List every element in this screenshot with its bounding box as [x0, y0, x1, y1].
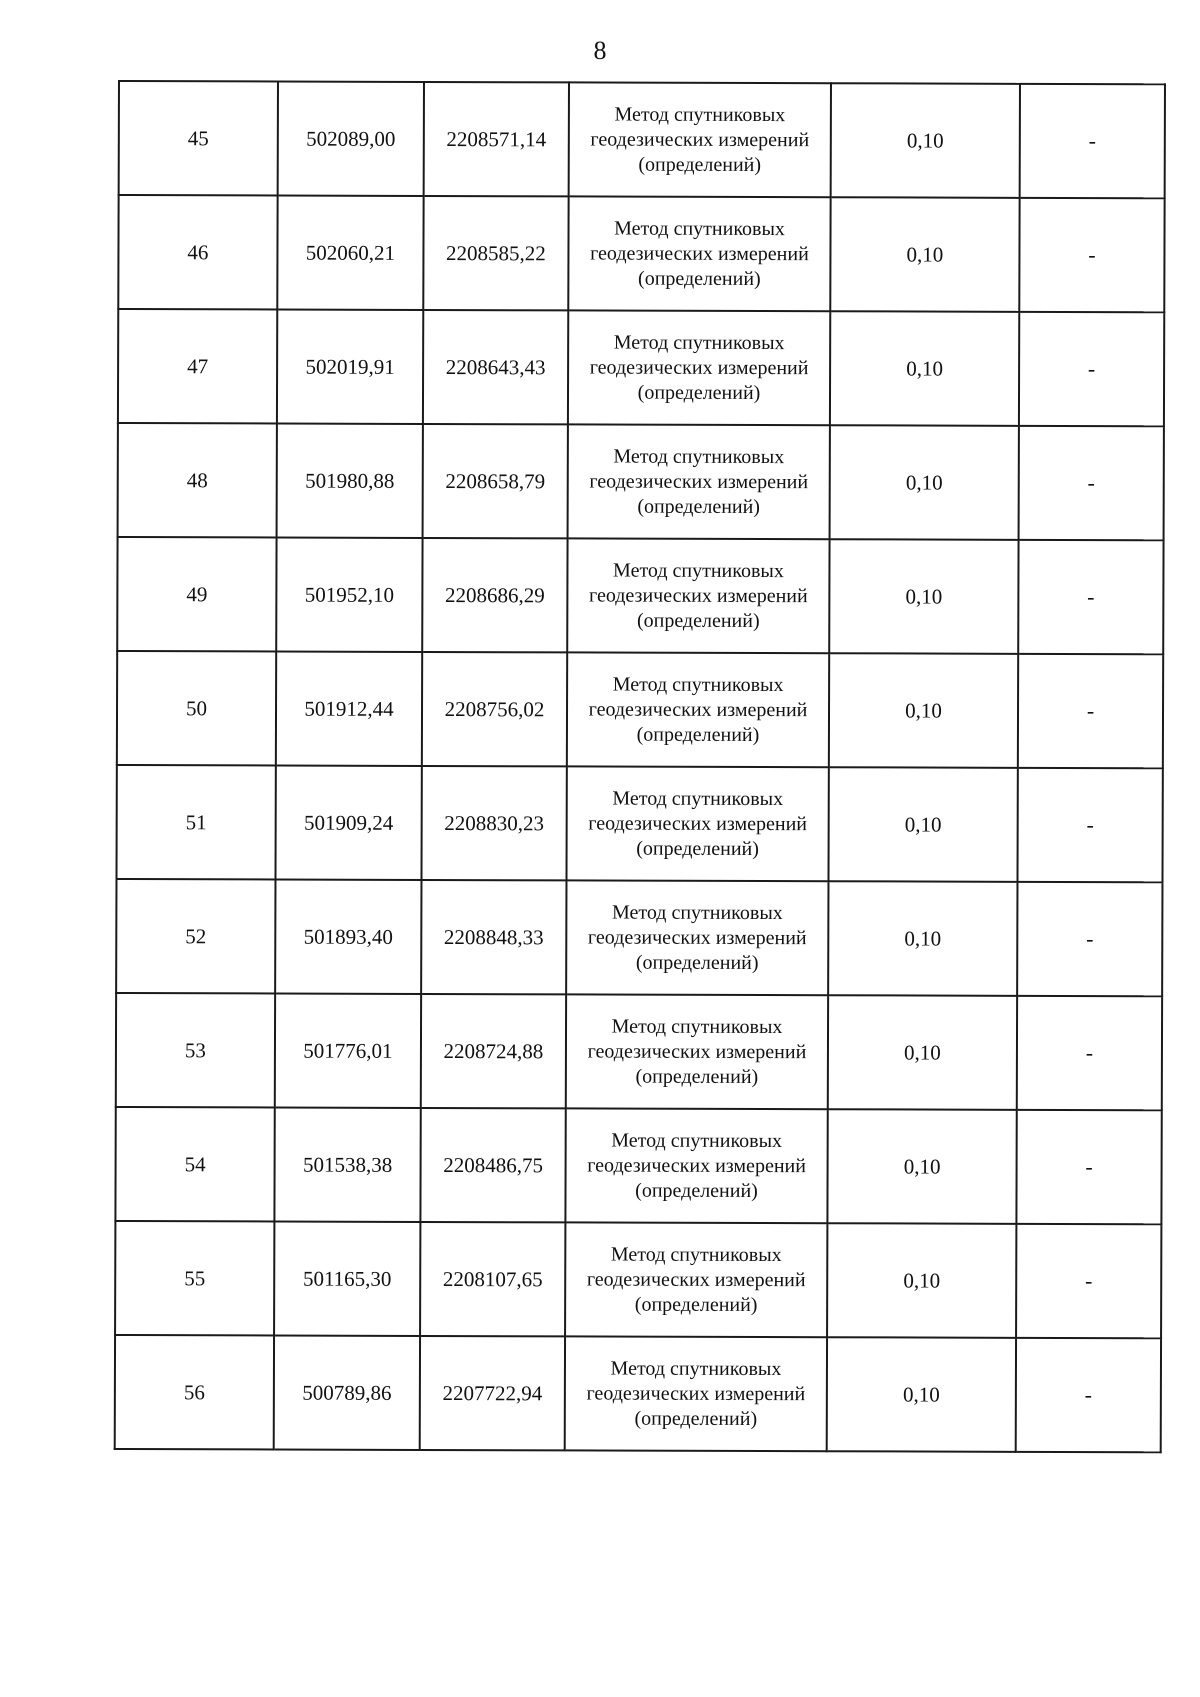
- note-cell: -: [1017, 996, 1162, 1110]
- x-coordinate-cell: 501980,88: [277, 424, 423, 538]
- method-cell: Метод спутниковых геодезических измерений (определений): [568, 424, 830, 539]
- accuracy-cell: 0,10: [828, 995, 1017, 1110]
- y-coordinate-cell: 2208107,65: [420, 1222, 565, 1336]
- method-cell: Метод спутниковых геодезических измерений (определений): [567, 652, 829, 767]
- method-cell: Метод спутниковых геодезических измерений (определений): [566, 994, 828, 1109]
- y-coordinate-cell: 2208585,22: [423, 196, 568, 310]
- accuracy-cell: 0,10: [827, 1223, 1016, 1338]
- point-number-cell: 49: [117, 537, 276, 651]
- accuracy-cell: 0,10: [831, 83, 1020, 198]
- x-coordinate-cell: 501538,38: [274, 1107, 420, 1221]
- method-cell: Метод спутниковых геодезических измерений (определений): [568, 310, 830, 425]
- method-cell: Метод спутниковых геодезических измерений (определений): [565, 1108, 827, 1223]
- note-cell: -: [1016, 1110, 1161, 1224]
- x-coordinate-cell: 502089,00: [278, 82, 424, 196]
- x-coordinate-cell: 501952,10: [276, 538, 422, 652]
- accuracy-cell: 0,10: [829, 539, 1018, 654]
- note-cell: -: [1019, 426, 1164, 540]
- table-body: [115, 81, 1165, 1452]
- accuracy-cell: 0,10: [827, 1109, 1016, 1224]
- accuracy-cell: 0,10: [829, 653, 1018, 768]
- table-row: [118, 423, 1164, 540]
- accuracy-cell: 0,10: [830, 197, 1019, 312]
- coordinates-table-wrapper: [114, 80, 1166, 1453]
- accuracy-cell: 0,10: [830, 425, 1019, 540]
- y-coordinate-cell: 2208756,02: [422, 652, 567, 766]
- method-cell: Метод спутниковых геодезических измерений (определений): [566, 880, 828, 995]
- table-row: [117, 537, 1163, 654]
- coordinates-table: [114, 80, 1166, 1453]
- x-coordinate-cell: 502060,21: [277, 196, 423, 310]
- table-row: [118, 195, 1164, 312]
- note-cell: -: [1016, 1224, 1161, 1338]
- table-row: [116, 993, 1162, 1110]
- table-row: [118, 309, 1164, 426]
- point-number-cell: 56: [115, 1335, 274, 1449]
- y-coordinate-cell: 2208686,29: [422, 538, 567, 652]
- table-row: [115, 1335, 1161, 1452]
- y-coordinate-cell: 2208848,33: [421, 880, 566, 994]
- note-cell: -: [1017, 882, 1162, 996]
- accuracy-cell: 0,10: [828, 881, 1017, 996]
- point-number-cell: 48: [118, 423, 277, 537]
- x-coordinate-cell: 501909,24: [275, 765, 421, 879]
- y-coordinate-cell: 2208571,14: [424, 82, 569, 196]
- point-number-cell: 50: [117, 651, 276, 765]
- x-coordinate-cell: 501912,44: [276, 651, 422, 765]
- x-coordinate-cell: 501893,40: [275, 879, 421, 993]
- y-coordinate-cell: 2208830,23: [421, 766, 566, 880]
- point-number-cell: 45: [119, 81, 278, 195]
- method-cell: Метод спутниковых геодезических измерений (определений): [565, 1336, 827, 1451]
- y-coordinate-cell: 2208486,75: [420, 1108, 565, 1222]
- page-number: 8: [593, 36, 607, 65]
- x-coordinate-cell: 501776,01: [275, 993, 421, 1107]
- point-number-cell: 46: [118, 195, 277, 309]
- note-cell: -: [1019, 312, 1164, 426]
- method-cell: Метод спутниковых геодезических измерений (определений): [568, 196, 830, 311]
- method-cell: Метод спутниковых геодезических измерений (определений): [569, 82, 831, 197]
- method-cell: Метод спутниковых геодезических измерений (определений): [565, 1222, 827, 1337]
- table-row: [115, 1221, 1161, 1338]
- table-row: [117, 651, 1163, 768]
- x-coordinate-cell: 502019,91: [277, 310, 423, 424]
- point-number-cell: 54: [115, 1107, 274, 1221]
- method-cell: Метод спутниковых геодезических измерений (определений): [567, 538, 829, 653]
- x-coordinate-cell: 500789,86: [274, 1335, 420, 1449]
- accuracy-cell: 0,10: [827, 1337, 1016, 1452]
- y-coordinate-cell: 2208724,88: [421, 994, 566, 1108]
- y-coordinate-cell: 2208658,79: [423, 424, 568, 538]
- point-number-cell: 52: [116, 879, 275, 993]
- table-row: [119, 81, 1165, 198]
- note-cell: -: [1018, 654, 1163, 768]
- point-number-cell: 51: [116, 765, 275, 879]
- y-coordinate-cell: 2207722,94: [420, 1336, 565, 1450]
- note-cell: -: [1018, 540, 1163, 654]
- note-cell: -: [1019, 198, 1164, 312]
- table-row: [116, 879, 1162, 996]
- y-coordinate-cell: 2208643,43: [423, 310, 568, 424]
- note-cell: -: [1020, 84, 1165, 198]
- accuracy-cell: 0,10: [828, 767, 1017, 882]
- note-cell: -: [1016, 1338, 1161, 1452]
- point-number-cell: 55: [115, 1221, 274, 1335]
- accuracy-cell: 0,10: [830, 311, 1019, 426]
- table-row: [116, 765, 1162, 882]
- x-coordinate-cell: 501165,30: [274, 1221, 420, 1335]
- point-number-cell: 47: [118, 309, 277, 423]
- table-row: [115, 1107, 1161, 1224]
- point-number-cell: 53: [116, 993, 275, 1107]
- method-cell: Метод спутниковых геодезических измерений (определений): [566, 766, 828, 881]
- note-cell: -: [1017, 768, 1162, 882]
